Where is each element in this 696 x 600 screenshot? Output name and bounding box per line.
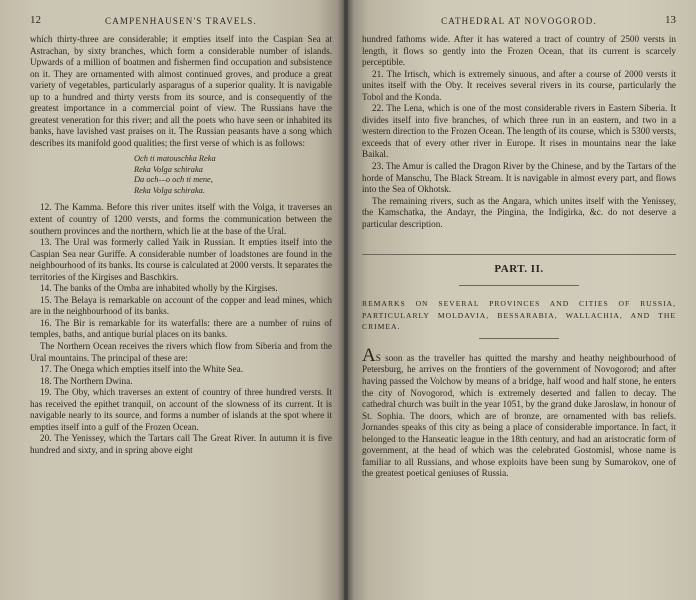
part-heading: PART. II. [494, 263, 544, 276]
paragraph: The Northern Ocean receives the rivers which flow from Siberia and from the Ural mountains. The principal of these are: [30, 341, 332, 363]
section-divider [479, 338, 559, 339]
paragraph [362, 344, 676, 480]
left-running-head [30, 16, 332, 30]
song-line: Da och—o och ti mene, [134, 175, 213, 185]
part-body-text [362, 344, 676, 480]
chapter-summary: REMARKS ON SEVERAL PROVINCES AND CITIES OF RUSSIA, PARTICULARLY MOLDAVIA, BESSARABIA, WALLACHIA, AND THE CRIMEA. [362, 299, 676, 331]
paragraph: 16. The Bir is remarkable for its waterfalls: there are a number of ruins of temples, baths, and antique burial places on its banks. [30, 317, 332, 340]
right-page [348, 0, 696, 600]
right-running-title: CATHEDRAL AT NOVOGOROD. [441, 16, 597, 26]
right-body-text [362, 34, 676, 230]
paragraph: 23. The Amur is called the Dragon River by the Chinese, and by the Tartars of the horde of Manschu, The Black Stream. It is navigable in almost every part, and flows into the Sea of Okhotsk. [362, 161, 676, 195]
section-divider [459, 285, 579, 286]
paragraph: 14. The banks of the Omba are inhabited wholly by the Kirgises. [40, 283, 278, 294]
paragraph: 22. The Lena, which is one of the most considerable rivers in Eastern Siberia. It divides itself into five branches, of which three run in an eastern, and two in a western direction to the Frozen Ocean. The length of its course, which is 5300 versts, exceeds that of every other river in Europe. It rises in mountains near the lake Baikal. [362, 103, 676, 160]
left-body-text [30, 34, 332, 457]
paragraph: 20. The Yenissey, which the Tartars call The Great River. In autumn it is five hundred and sixty, and in spring above eight [30, 433, 332, 455]
left-page-number: 12 [30, 14, 41, 26]
book-gutter [338, 0, 354, 600]
paragraph: 21. The Irtisch, which is extremely sinuous, and after a course of 2000 versts it unites itself with the Oby. It receives several rivers in its course, particularly the Tobol and the Konda. [362, 68, 676, 102]
paragraph: The remaining rivers, such as the Angara, which unites itself with the Yenissey, the Kamschatka, the Andayr, the Pingina, the Indigirka, &c. do not deserve a particular description. [362, 195, 676, 229]
right-page-number: 13 [665, 14, 676, 26]
paragraph: 18. The Northern Dwina. [40, 375, 133, 386]
left-running-title: CAMPENHAUSEN'S TRAVELS. [105, 16, 257, 26]
paragraph: 12. The Kamma. Before this river unites itself with the Volga, it traverses an extent of country of 1200 versts, and forms the communication between the southern provinces and the northern, which lie at the base of the Ural. [30, 202, 332, 236]
drop-capital: A [362, 344, 376, 366]
section-divider [362, 254, 676, 255]
left-page [0, 0, 344, 600]
paragraph: 19. The Oby, which traverses an extent of country of three hundred versts. It has received the epithet tranquil, on account of the slowness of its current. It is navigable nearly to its source, and forms a number of islands at the spot where it empties itself into a gulf of the Frozen Ocean. [30, 387, 332, 432]
paragraph: hundred fathoms wide. After it has watered a tract of country of 2500 versts in length, it flows so gently into the Frozen Ocean, that its current is scarcely perceptible. [362, 34, 676, 68]
song-line: Reka Volga schiraka. [134, 185, 205, 195]
song-line: Reka Volga schiraka [134, 164, 203, 174]
right-running-head [362, 16, 676, 30]
paragraph: 17. The Onega which empties itself into the White Sea. [40, 364, 244, 375]
paragraph: 13. The Ural was formerly called Yaik in Russian. It empties itself into the Caspian Sea near Guriffe. A considerable number of loadstones are found in the neighbourhood of its banks. Its course is calculated at 2000 versts. It separates the territories of the Kirgises and Baschkirs. [30, 237, 332, 282]
song-verse [134, 154, 332, 196]
paragraph-text: S soon as the traveller has quitted the marshy and heathy neighbourhood of Petersburg, he arrives on the frontiers of the government of Novogorod; and after having passed the Volchow by means of a bridge, half wood and half stone, he enters the city of Novogorod, which is extremely deserted and fallen to decay. The cathedral church was built in the year 1051, by the grand duke Jaroslaw, in honour of St. Sophia. The doors, which are of bronze, are ornamented with bas reliefs. Jornandes speaks of this city as being a place of considerable importance. In fact, it belonged to the Hanseatic league in the 18th century, and had an aristocratic form of government, at the head of which was the celebrated Gostomisl, whose name is familiar to all Russians, and whose exploits have been sung by Sumarokov, one of the greatest poetical geniuses of Russia. [362, 352, 676, 479]
paragraph: 15. The Belaya is remarkable on account of the copper and lead mines, which are in the neighbourhood of its banks. [30, 294, 332, 317]
paragraph: which thirty-three are considerable; it empties itself into the Caspian Sea at Astrachan, by sixty branches, which form a considerable number of islands. Upwards of a million of boatmen and fishermen find occupation and subsistence on it. They are ornamented with almost continued groves, and produce a great variety of vegetables, particularly asparagus of a superior quality. It is navigable up to a hundred and thirty versts from its source, and is consequently of the greatest importance in a commercial point of view. The Russians have the greatest veneration for this river; and all the poets who have seen or inhabited its banks, have lavished vast praises on it. The Russian peasants have a song which describes its manifold good qualities; the first verse of which is as follows: [30, 34, 332, 148]
song-line: Och ti matouschka Reka [134, 154, 216, 164]
